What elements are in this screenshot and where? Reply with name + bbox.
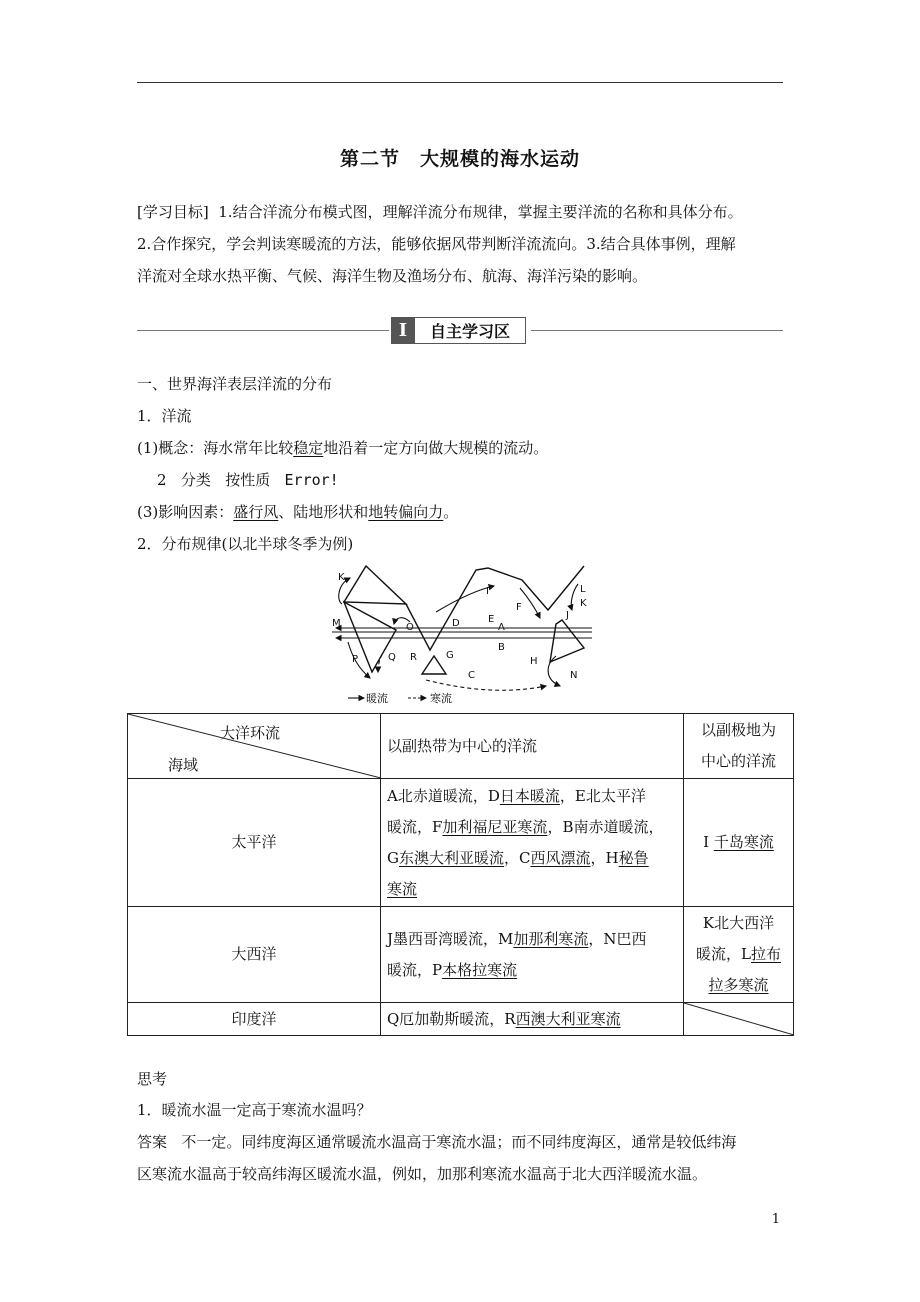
atlantic-subtropical: J墨西哥湾暖流，M加那利寒流，N巴西 暖流，P本格拉寒流 [381,907,684,1003]
think-label: 思考 [137,1070,168,1088]
indian-empty-cell [684,1003,794,1036]
section-divider-left [137,330,389,331]
label-c: C [468,670,475,681]
error-text: Error! [284,471,339,489]
table-header-row [128,714,794,779]
objectives-line-2: 2.合作探究，学会判读寒暖流的方法，能够依据风带判断洋流流向。3.结合具体事例，理解 [137,235,736,253]
label-g: G [446,650,454,661]
section-header [391,317,526,344]
table-row [128,779,794,907]
concept-line: (1)概念：海水常年比较稳定地沿着一定方向做大规模的流动。 [137,439,549,457]
label-r: R [410,652,417,663]
page-title: 第二节 大规模的海水运动 [339,148,580,170]
pacific-subpolar: I 千岛寒流 [684,779,794,907]
section-divider-right [531,330,783,331]
label-b: B [498,642,505,653]
label-p: P [352,654,359,665]
section-label: 自主学习区 [415,317,526,344]
item-ocean-current: 1．洋流 [137,407,192,425]
label-h: H [530,656,538,667]
label-k: K [338,572,345,583]
think-answer-line-2: 区寒流水温高于较高纬海区暖流水温，例如，加那利寒流水温高于北大西洋暖流水温。 [137,1165,708,1183]
continent-southeast [550,620,584,662]
section-number: Ⅰ [391,317,415,344]
page-number: 1 [771,1212,780,1227]
header-subpolar: 以副极地为 中心的洋流 [684,714,794,779]
learning-objectives [137,196,787,292]
objectives-line-3: 洋流对全球水热平衡、气候、海洋生物及渔场分布、航海、海洋污染的影响。 [137,267,648,285]
header-subtropical: 以副热带为中心的洋流 [381,714,684,779]
ocean-pacific: 太平洋 [128,779,381,907]
header-diagonal-cell [128,714,381,779]
item-distribution: 2．分布规律(以北半球冬季为例) [137,535,354,553]
label-f: F [516,602,522,613]
island-australia [422,656,446,674]
answer-label: 答案 [137,1133,168,1151]
header-circulation: 大洋环流 [220,724,281,742]
label-k2: K [580,598,587,609]
objectives-line-1: [学习目标] 1.结合洋流分布模式图，理解洋流分布规律，掌握主要洋流的名称和具体分布。 [137,203,743,221]
current-f [520,588,540,618]
pacific-subtropical: A北赤道暖流，D日本暖流，E北太平洋 暖流，F加利福尼亚寒流，B南赤道暖流， G东澳大利亚暖流，C西风漂流，H秘鲁 寒流 [381,779,684,907]
ocean-currents-table [127,713,794,1036]
label-m: M [332,618,341,629]
label-q: Q [388,652,396,663]
ocean-indian: 印度洋 [128,1003,381,1036]
label-n: N [570,670,578,681]
ocean-atlantic: 大西洋 [128,907,381,1003]
current-l [571,584,578,610]
atlantic-subpolar: K北大西洋 暖流，L拉布 拉多寒流 [684,907,794,1003]
continent-coast-north [406,566,584,650]
label-l: L [580,584,586,595]
legend-warm-label: 暖流 [366,692,388,705]
top-rule [137,82,783,83]
label-e: E [488,614,495,625]
think-answer-line-1: 答案 不一定。同纬度海区通常暖流水温高于寒流水温；而不同纬度海区，通常是较低纬海 [137,1133,737,1151]
label-i: I [486,586,489,597]
indian-subtropical: Q厄加勒斯暖流，R西澳大利亚寒流 [381,1003,684,1036]
label-o: O [406,622,414,633]
label-j: J [566,610,569,621]
legend-cold-label: 寒流 [430,692,452,705]
classify-line: 2 分类 按性质 Error! [157,471,339,489]
current-c [426,680,546,690]
think-question: 1．暖流水温一定高于寒流水温吗？ [137,1101,372,1119]
ocean-current-diagram [326,560,598,710]
label-d: D [452,618,460,629]
factors-line: (3)影响因素：盛行风、陆地形状和地转偏向力。 [137,503,459,521]
objectives-label: [学习目标] [137,203,209,221]
continent-northwest [344,566,406,604]
table-row [128,907,794,1003]
label-a: A [498,622,505,633]
table-row [128,1003,794,1036]
heading-ocean-currents: 一、世界海洋表层洋流的分布 [137,375,333,393]
header-sea-area: 海域 [168,756,199,774]
